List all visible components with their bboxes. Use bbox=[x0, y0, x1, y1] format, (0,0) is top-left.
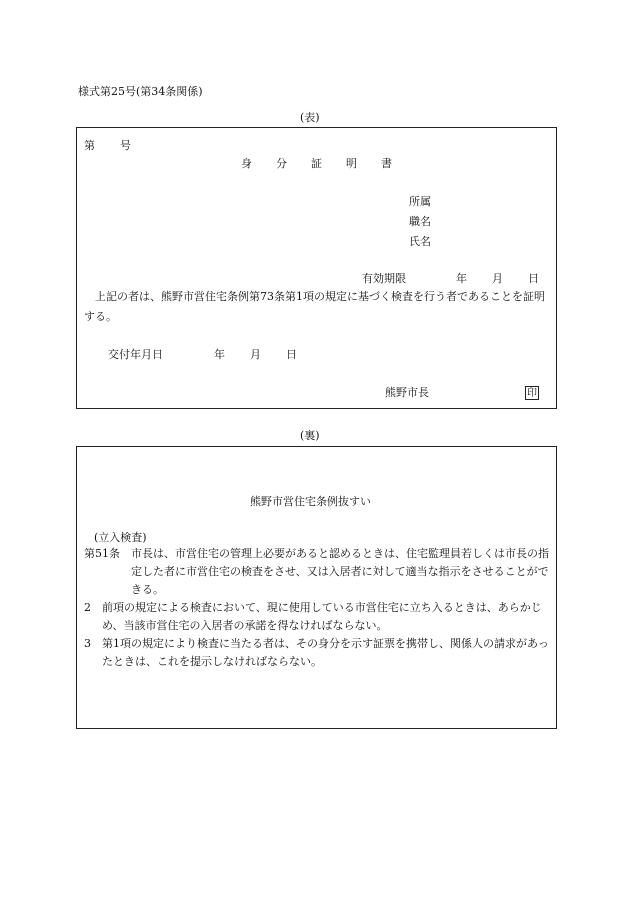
field-affiliation: 所属 bbox=[409, 195, 431, 208]
clause-text: 市長は、市営住宅の管理上必要があると認めるときは、住宅監理員若しくは市長の指定した者に市営住宅の検査をさせ、又は入居者に対して適当な指示をさせることができる。 bbox=[131, 547, 549, 596]
certification-text: 上記の者は、熊野市営住宅条例第73条第1項の規定に基づく検査を行う者であることを証明する。 bbox=[84, 290, 545, 323]
validity-month: 月 bbox=[492, 272, 503, 285]
issue-day: 日 bbox=[286, 348, 297, 361]
clause-3 bbox=[84, 635, 550, 671]
clause-text: 前項の規定による検査において、現に使用している市営住宅に立ち入るときは、あらかじめ、当該市営住宅の入居者の承諾を得なければならない。 bbox=[102, 601, 542, 632]
number-suffix: 号 bbox=[120, 139, 131, 152]
form-label: 様式第25号(第34条関係) bbox=[78, 85, 203, 98]
issue-month: 月 bbox=[250, 348, 261, 361]
seal-mark: 印 bbox=[527, 388, 537, 399]
clause-51 bbox=[84, 545, 550, 599]
back-title: 熊野市営住宅条例抜すい bbox=[250, 495, 371, 508]
validity-label: 有効期限 bbox=[362, 272, 406, 285]
number-prefix: 第 bbox=[84, 139, 95, 152]
field-name: 氏名 bbox=[409, 235, 431, 248]
clause-number: 3 bbox=[84, 637, 102, 650]
clause-2 bbox=[84, 599, 550, 635]
issue-date-label: 交付年月日 bbox=[108, 348, 163, 361]
field-position: 職名 bbox=[409, 215, 431, 228]
clause-list bbox=[84, 545, 550, 671]
validity-day: 日 bbox=[528, 272, 539, 285]
back-side-label: (裏) bbox=[300, 429, 320, 442]
issuer: 熊野市長 bbox=[385, 386, 429, 399]
clause-number: 2 bbox=[84, 601, 102, 614]
clause-number: 第51条 bbox=[84, 547, 131, 560]
validity-year: 年 bbox=[456, 272, 467, 285]
clause-text: 第1項の規定により検査に当たる者は、その身分を示す証票を携帯し、関係人の請求があったときは、これを提示しなければならない。 bbox=[102, 637, 549, 668]
title-char-4: 明 bbox=[346, 157, 357, 170]
title-char-2: 分 bbox=[276, 157, 287, 170]
title-char-3: 証 bbox=[311, 157, 322, 170]
title-char-1: 身 bbox=[241, 157, 252, 170]
issue-year: 年 bbox=[214, 348, 225, 361]
front-side-label: (表) bbox=[300, 111, 320, 124]
back-heading: (立入検査) bbox=[94, 531, 147, 544]
title-char-5: 書 bbox=[381, 157, 392, 170]
